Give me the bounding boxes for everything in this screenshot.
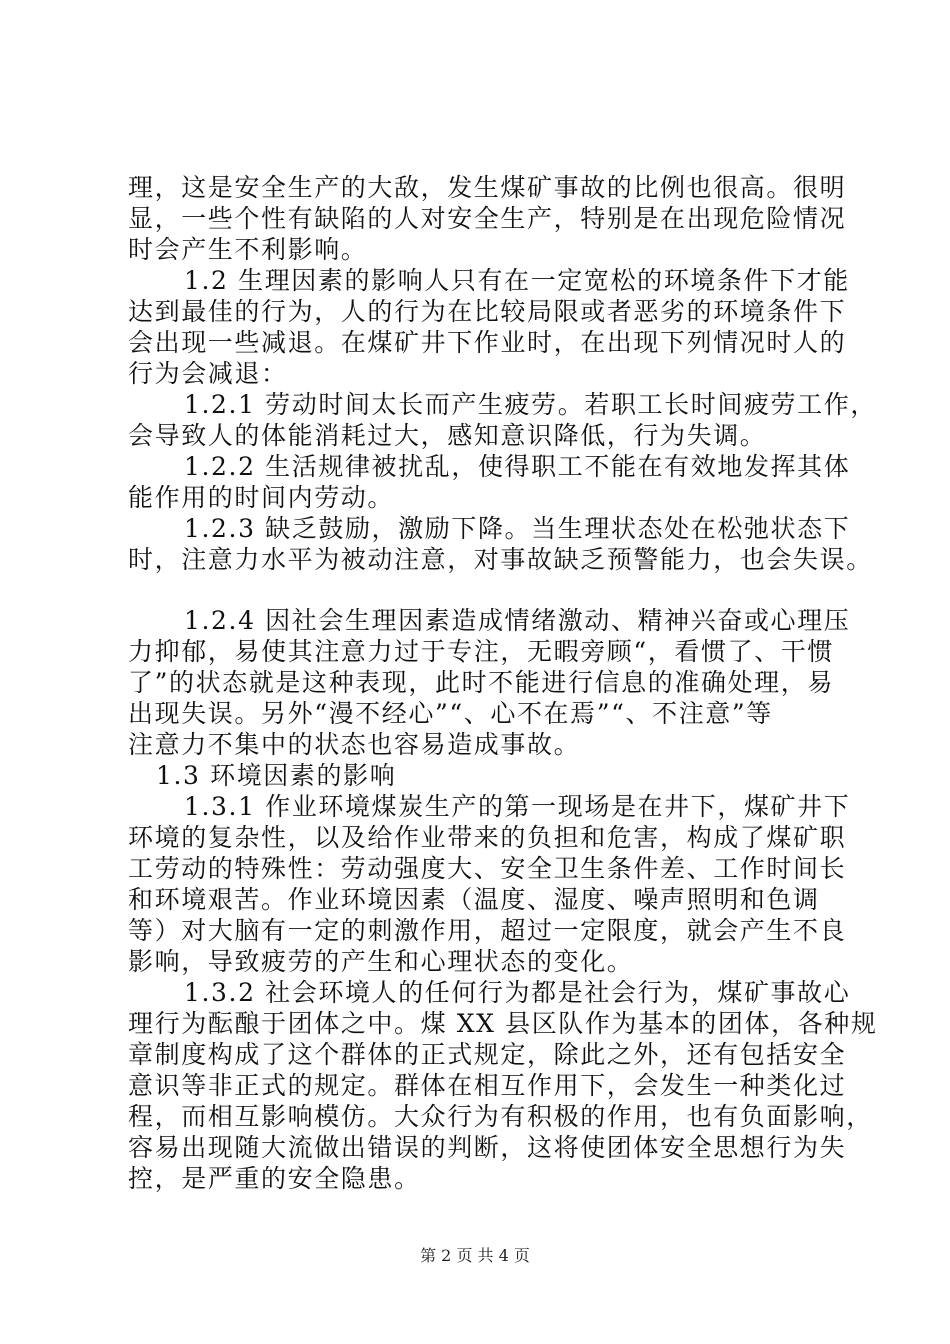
text-line: 力抑郁，易使其注意力过于专注，无暇旁顾“，看惯了、干惯 xyxy=(128,637,834,666)
text-line: 达到最佳的行为，人的行为在比较局限或者恶劣的环境条件下 xyxy=(128,297,847,326)
page-number-footer: 第 2 页 共 4 页 xyxy=(420,1246,530,1265)
text-line: 程，而相互影响模仿。大众行为有积极的作用，也有负面影响， xyxy=(128,1102,873,1131)
text-line: 章制度构成了这个群体的正式规定，除此之外，还有包括安全 xyxy=(128,1040,847,1069)
text-line: 控，是严重的安全隐患。 xyxy=(128,1164,421,1193)
text-line: 等）对大脑有一定的刺激作用，超过一定限度，就会产生不良 xyxy=(128,916,847,945)
text-line: 影响，导致疲劳的产生和心理状态的变化。 xyxy=(128,947,634,976)
text-line: 显，一些个性有缺陷的人对安全生产，特别是在出现危险情况 xyxy=(128,204,847,233)
text-line: 注意力不集中的状态也容易造成事故。 xyxy=(128,730,581,759)
paragraph-1-3-2 xyxy=(128,977,878,1194)
text-line: 行为会减退： xyxy=(128,359,288,388)
text-line: 和环境艰苦。作业环境因素（温度、湿度、噪声照明和色调 xyxy=(128,885,820,914)
text-line: 理，这是安全生产的大敌，发生煤矿事故的比例也很高。很明 xyxy=(128,173,847,202)
text-line: 会导致人的体能消耗过大，感知意识降低，行为失调。 xyxy=(128,421,767,450)
text-line: 容易出现随大流做出错误的判断，这将使团体安全思想行为失 xyxy=(128,1133,847,1162)
paragraph-personality-end xyxy=(128,172,847,265)
text-line: 能作用的时间内劳动。 xyxy=(128,483,395,512)
text-line: 意识等非正式的规定。群体在相互作用下，会发生一种类化过 xyxy=(128,1071,847,1100)
text-line: 工劳动的特殊性：劳动强度大、安全卫生条件差、工作时间长 xyxy=(128,854,847,883)
paragraph-1-3-1 xyxy=(128,791,851,977)
text-line: 出现失误。另外“漫不经心”“、心不在焉”“、不注意”等 xyxy=(128,699,773,728)
text-line: 1.3.2 社会环境人的任何行为都是社会行为，煤矿事故心 xyxy=(184,978,851,1007)
text-line: 理行为酝酿于团体之中。煤 XX 县区队作为基本的团体，各种规 xyxy=(128,1009,878,1038)
text-line: 了”的状态就是这种表现，此时不能进行信息的准确处理，易 xyxy=(128,668,834,697)
paragraph-1-2-1 xyxy=(128,389,877,451)
document-body xyxy=(128,172,878,1194)
text-line: 时，注意力水平为被动注意，对事故缺乏预警能力，也会失误。 xyxy=(128,545,873,574)
text-line: 1.2.3 缺乏鼓励，激励下降。当生理状态处在松弛状态下 xyxy=(184,514,851,543)
text-line: 1.2.2 生活规律被扰乱，使得职工不能在有效地发挥其体 xyxy=(184,452,851,481)
text-line: 会出现一些减退。在煤矿井下作业时，在出现下列情况时人的 xyxy=(128,328,847,357)
text-line: 1.2.4 因社会生理因素造成情绪激动、精神兴奋或心理压 xyxy=(184,606,851,635)
section-heading-1-3: 1.3 环境因素的影响 xyxy=(156,761,397,790)
paragraph-1-2-3 xyxy=(128,513,873,575)
paragraph-1-2-2 xyxy=(128,451,851,513)
paragraph-gap xyxy=(128,575,834,605)
text-line: 环境的复杂性，以及给作业带来的负担和危害，构成了煤矿职 xyxy=(128,823,847,852)
text-line: 时会产生不利影响。 xyxy=(128,235,368,264)
text-line: 1.2 生理因素的影响人只有在一定宽松的环境条件下才能 xyxy=(184,266,850,295)
text-line: 1.3.1 作业环境煤炭生产的第一现场是在井下，煤矿井下 xyxy=(184,792,851,821)
paragraph-1-2-4 xyxy=(128,605,851,760)
paragraph-physiological-factors xyxy=(128,265,850,389)
text-line: 1.2.1 劳动时间太长而产生疲劳。若职工长时间疲劳工作， xyxy=(184,390,877,419)
